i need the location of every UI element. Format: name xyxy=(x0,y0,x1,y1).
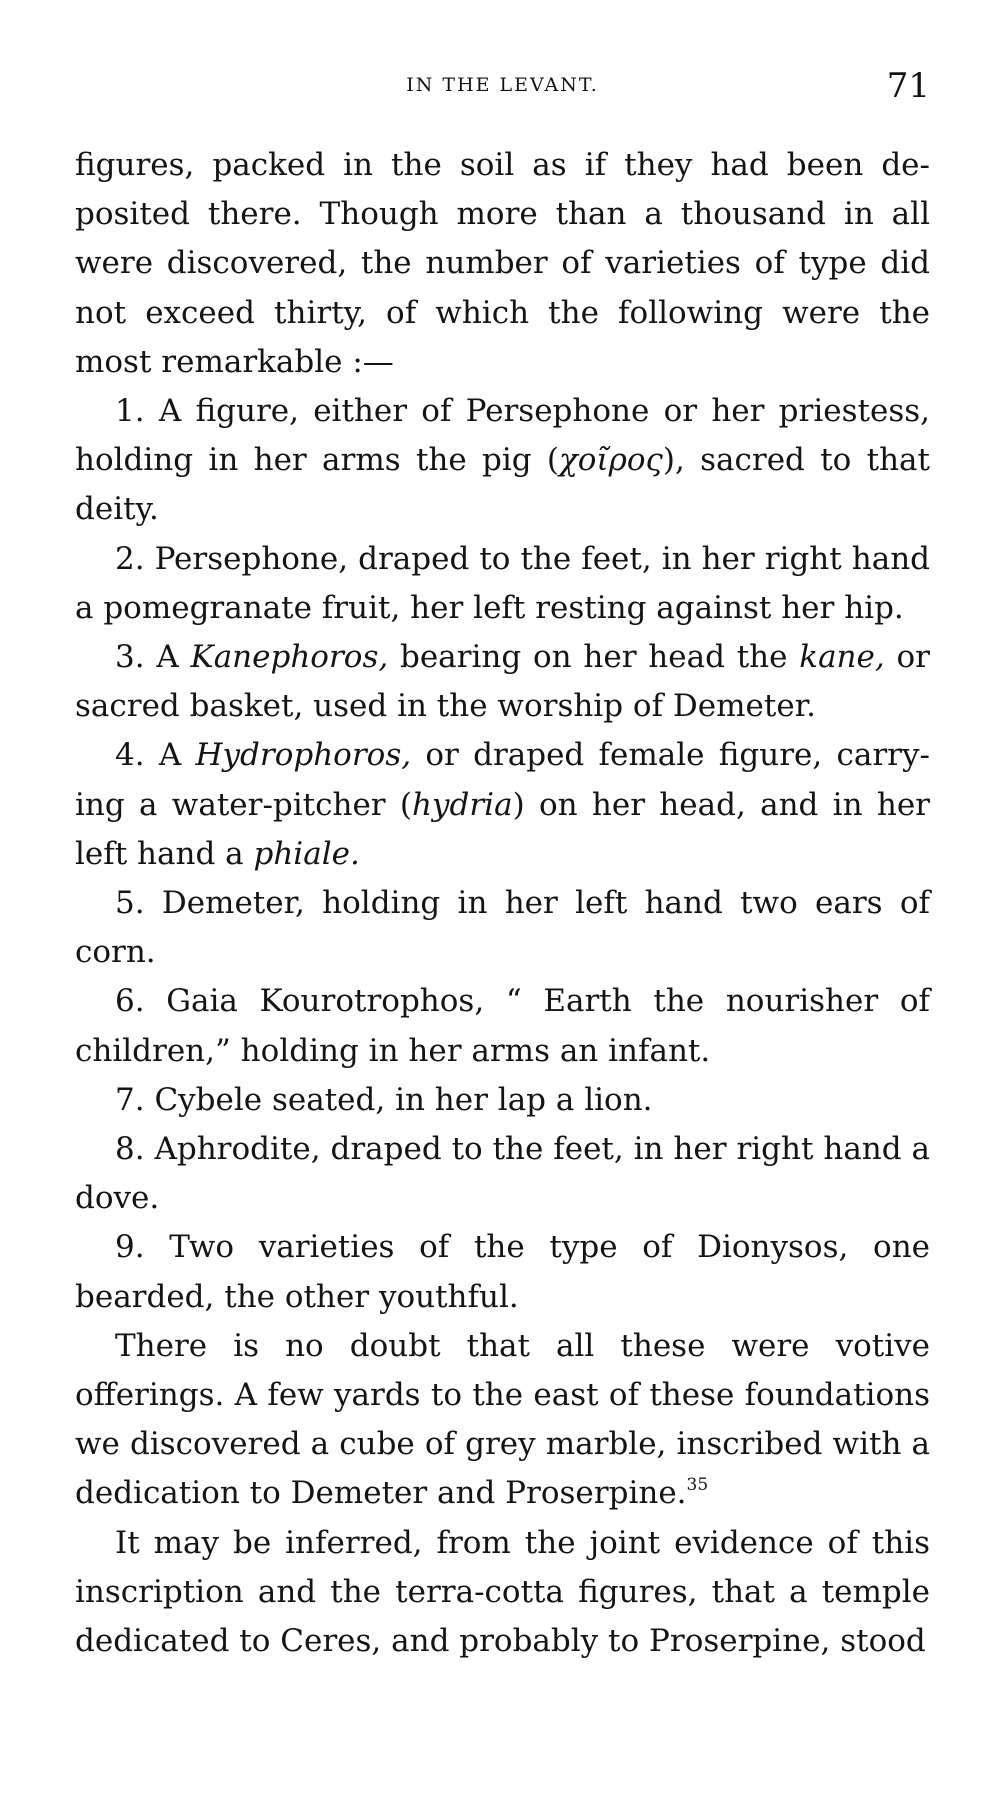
page-number: 71 xyxy=(886,66,930,106)
item-text: bearing on her head the xyxy=(388,639,800,676)
item-number: 7. xyxy=(115,1081,145,1118)
item-text: A xyxy=(156,639,191,676)
item-text: ), sacred to that deity. xyxy=(75,442,930,528)
list-item-9 xyxy=(75,1223,930,1321)
list-item-6 xyxy=(75,977,930,1075)
item-text: Demeter, holding in her left hand two ears of corn. xyxy=(75,885,930,971)
list-item-4 xyxy=(75,731,930,879)
item-text: Two varieties of the type of Dionysos, one bearded, the other youthful. xyxy=(75,1229,931,1315)
greek-word: χoῖρος xyxy=(559,442,663,479)
item-text: or sacred basket, used in the worship of Demeter. xyxy=(75,639,930,725)
paragraph-text: There is no doubt that all these were votive offerings. A few yards to the east of these foundations we discovered a cube of grey marble, inscribed with a dedication to Demeter and Proserpine. xyxy=(75,1327,930,1512)
text-body xyxy=(75,141,930,1666)
item-text: Gaia Kourotrophos, “ Earth the nourisher of children,” holding in her arms an infant. xyxy=(75,983,930,1069)
item-text: Cybele seated, in her lap a lion. xyxy=(154,1081,653,1118)
item-text: or draped female figure, carrying a water-pitcher ( xyxy=(75,737,930,823)
italic-term: hydria xyxy=(412,786,513,823)
italic-term: phiale. xyxy=(253,835,360,872)
list-item-3 xyxy=(75,633,930,731)
list-item-1 xyxy=(75,387,930,535)
paragraph-intro: figures, packed in the soil as if they had been deposited there. Though more than a thousand in all were discovered, the number of varieties of type did not exceed thirty, of which the following were the most remarkable :— xyxy=(75,147,930,380)
item-text: Aphrodite, draped to the feet, in her right hand a dove. xyxy=(75,1131,930,1217)
item-text: A figure, either of Persephone or her priestess, holding in her arms the pig ( xyxy=(75,393,930,479)
footnote-reference[interactable]: 35 xyxy=(686,1475,709,1496)
list-item-2 xyxy=(75,535,930,633)
list-item-8 xyxy=(75,1125,930,1223)
running-title: IN THE LEVANT. xyxy=(406,74,599,96)
item-text: A xyxy=(158,737,196,774)
paragraph-votive xyxy=(75,1322,930,1519)
item-number: 4. xyxy=(115,737,145,774)
italic-term: Kanephoros, xyxy=(190,639,389,676)
paragraph-conclusion: It may be inferred, from the joint evidence of this inscription and the terra-cotta figures, that a temple dedicated to Ceres, and probably to Proserpine, stood xyxy=(75,1524,930,1660)
item-number: 2. xyxy=(115,540,145,577)
italic-term: Hydrophoros, xyxy=(195,737,412,774)
item-number: 5. xyxy=(115,885,145,922)
running-head xyxy=(75,68,930,114)
item-number: 1. xyxy=(115,393,145,430)
item-number: 6. xyxy=(115,983,145,1020)
list-item-7 xyxy=(75,1076,930,1125)
item-text: ) on her head, and in her left hand a xyxy=(75,786,930,872)
italic-term: kane, xyxy=(799,639,885,676)
item-number: 3. xyxy=(115,639,145,676)
item-number: 9. xyxy=(115,1229,145,1266)
item-number: 8. xyxy=(115,1131,145,1168)
item-text: Persephone, draped to the feet, in her right hand a pomegranate fruit, her left resting against her hip. xyxy=(75,540,930,626)
list-item-5 xyxy=(75,879,930,977)
